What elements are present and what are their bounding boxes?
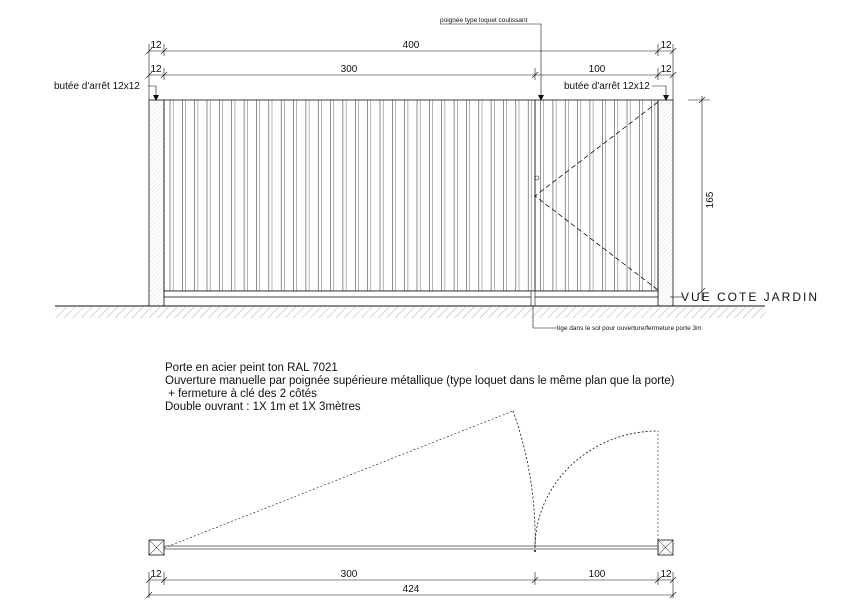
dim-top-left-post: 12 <box>150 40 162 51</box>
plan-large-leaf-arc <box>513 411 535 548</box>
ground-hatch <box>55 307 765 318</box>
plan-closed-leaves <box>164 546 658 549</box>
dim-height-label: 165 <box>705 191 716 209</box>
dim-leaf-left-post: 12 <box>150 64 162 75</box>
gate-slats <box>170 100 655 291</box>
handle-icon <box>535 176 539 180</box>
specification-notes <box>165 362 675 414</box>
post-left <box>149 100 164 306</box>
plan-view <box>146 411 676 598</box>
plan-dim-right-post: 12 <box>660 569 672 580</box>
plan-dim-total: 424 <box>402 584 420 595</box>
post-right <box>658 100 673 306</box>
plan-large-leaf-open <box>164 411 513 548</box>
plan-dim-leaf-small: 100 <box>588 569 606 580</box>
dim-leaf-right-post: 12 <box>660 64 672 75</box>
plan-rod-mark <box>534 550 536 552</box>
elevation-view <box>54 17 819 332</box>
note-line-1: Porte en acier peint ton RAL 7021 <box>165 362 338 374</box>
view-title: VUE COTE JARDIN <box>681 290 820 304</box>
plan-dim-leaf-large: 300 <box>340 569 358 580</box>
note-line-3: + fermeture à clé des 2 côtés <box>165 388 317 400</box>
note-line-4: Double ouvrant : 1X 1m et 1X 3mètres <box>165 401 361 413</box>
label-handle: poignée type loquet coulissant <box>440 17 528 24</box>
leader-handle <box>440 24 541 98</box>
dim-leaf-large: 300 <box>340 64 358 75</box>
dim-top-right-post: 12 <box>660 40 672 51</box>
plan-small-leaf-arc <box>535 431 658 548</box>
bottom-rail <box>164 291 658 297</box>
label-rod: tige dans le sol pour ouverture/fermeture porte 3m <box>557 325 702 332</box>
label-stop-right: butée d'arrêt 12x12 <box>564 81 650 92</box>
note-line-2: Ouverture manuelle par poignée supérieure métallique (type loquet dans le même plan que la porte) <box>165 375 675 387</box>
ground-rod <box>531 291 535 306</box>
dim-top-total: 400 <box>402 40 420 51</box>
dim-leaf-small: 100 <box>588 64 606 75</box>
plan-dim-left-post: 12 <box>150 569 162 580</box>
gate-frame <box>164 100 658 291</box>
label-stop-left: butée d'arrêt 12x12 <box>54 81 140 92</box>
